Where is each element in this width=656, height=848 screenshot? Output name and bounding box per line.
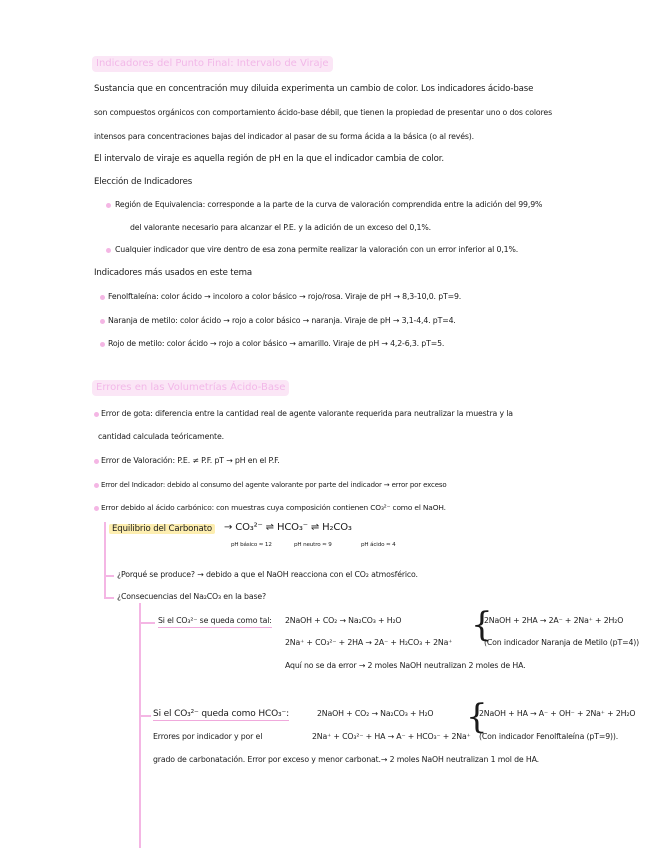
intro-line-3: intensos para concentraciones bajas del indicador al pasar de su forma ácida a la básica (o al revés). xyxy=(94,132,474,141)
intro-line-2: son compuestos orgánicos con comportamiento ácido-base débil, que tienen la propiedad de presentar uno o dos colores xyxy=(94,108,552,117)
cualquier-indicador: Cualquier indicador que vire dentro de esa zona permite realizar la valoración con un error inferior al 0,1%. xyxy=(115,245,519,254)
tree-line xyxy=(139,603,141,848)
bullet-dot xyxy=(106,248,111,253)
porque-question: ¿Porqué se produce? → debido a que el NaOH reacciona con el CO₂ atmosférico. xyxy=(117,570,418,579)
equilibrio-label xyxy=(109,523,215,535)
bullet-dot xyxy=(94,506,99,511)
case1-right1: 2NaOH + 2HA → 2A⁻ + 2Na⁺ + 2H₂O xyxy=(484,616,624,625)
case1-note: Aquí no se da error → 2 moles NaOH neutralizan 2 moles de HA. xyxy=(285,661,526,670)
bullet-dot xyxy=(94,459,99,464)
gota-line-1: Error de gota: diferencia entre la cantidad real de agente valorante requerida para neutralizar la muestra y la xyxy=(101,409,513,418)
case1-right2: (Con indicador Naranja de Metilo (pT=4)) xyxy=(484,638,640,647)
bullet-dot xyxy=(100,342,105,347)
rojo-item: Rojo de metilo: color ácido → rojo a color básico → amarillo. Viraje de pH → 4,2-6,3. pT=5. xyxy=(108,339,445,348)
tree-branch xyxy=(104,597,114,599)
error-valoracion: Error de Valoración: P.E. ≠ P.F. pT → pH en el P.F. xyxy=(101,456,280,465)
intro-line-1: Sustancia que en concentración muy diluida experimenta un cambio de color. Los indicadores ácido-base xyxy=(94,84,534,94)
ph-basico: pH básico ≈ 12 xyxy=(231,542,272,548)
gota-line-2: cantidad calculada teóricamente. xyxy=(98,432,224,441)
fenolftaleina-item: Fenolftaleína: color ácido → incoloro a color básico → rojo/rosa. Viraje de pH → 8,3-10,0. pT=9. xyxy=(108,292,462,301)
ph-neutro: pH neutro ≈ 9 xyxy=(294,542,332,548)
case2-right1: 2NaOH + HA → A⁻ + OH⁻ + 2Na⁺ + 2H₂O xyxy=(479,709,636,718)
region-line-2: del valorante necesario para alcanzar el P.E. y la adición de un exceso del 0,1%. xyxy=(130,223,431,232)
tree-branch xyxy=(104,575,114,577)
case1-eq1: 2NaOH + CO₂ → Na₂CO₃ + H₂O xyxy=(285,616,402,625)
naranja-item: Naranja de metilo: color ácido → rojo a color básico → naranja. Viraje de pH → 3,1-4,4. pT=4. xyxy=(108,316,456,325)
region-line-1: Región de Equivalencia: corresponde a la parte de la curva de valoración comprendida entre la adición del 99,9% xyxy=(115,200,543,209)
bullet-dot xyxy=(100,319,105,324)
error-carbonico: Error debido al ácido carbónico: con muestras cuya composición contienen CO₃²⁻ como el NaOH. xyxy=(101,503,446,512)
intervalo-definition: El intervalo de viraje es aquella región de pH en la que el indicador cambia de color. xyxy=(94,154,444,164)
tree-branch xyxy=(139,715,151,717)
bullet-dot xyxy=(94,412,99,417)
brace: { xyxy=(466,697,488,737)
case1-eq2: 2Na⁺ + CO₃²⁻ + 2HA → 2A⁻ + H₂CO₃ + 2Na⁺ xyxy=(285,638,453,647)
error-indicador: Error del Indicador: debido al consumo del agente valorante por parte del indicador → error por exceso xyxy=(101,481,447,489)
ph-acido: pH ácido ≈ 4 xyxy=(361,542,396,548)
section1-title: Indicadores del Punto Final: Intervalo de Viraje xyxy=(92,56,333,72)
bullet-dot xyxy=(106,203,111,208)
equilibrio-equation: → CO₃²⁻ ⇌ HCO₃⁻ ⇌ H₂CO₃ xyxy=(224,522,352,533)
case1-label: Si el CO₃²⁻ se queda como tal: xyxy=(158,615,272,628)
case2-note-2: grado de carbonatación. Error por exceso y menor carbonat.→ 2 moles NaOH neutralizan 1 mol de HA. xyxy=(153,755,539,764)
case2-eq2: 2Na⁺ + CO₃²⁻ + HA → A⁻ + HCO₃⁻ + 2Na⁺ xyxy=(312,732,471,741)
bullet-dot xyxy=(100,295,105,300)
mas-usados-heading: Indicadores más usados en este tema xyxy=(94,268,252,278)
tree-line xyxy=(104,522,106,598)
case2-right2: (Con indicador Fenolftaleína (pT=9)). xyxy=(479,732,619,741)
case2-note-1: Errores por indicador y por el xyxy=(153,732,263,741)
consecuencias-question: ¿Consecuencias del Na₂CO₃ en la base? xyxy=(117,592,267,601)
case2-label: Si el CO₃²⁻ queda como HCO₃⁻: xyxy=(153,709,289,719)
case2-eq1: 2NaOH + CO₂ → Na₂CO₃ + H₂O xyxy=(317,709,434,718)
section2-title: Errores en las Volumetrías Ácido-Base xyxy=(92,380,289,396)
equilibrio-highlight: Equilibrio del Carbonato xyxy=(109,524,215,534)
tree-branch xyxy=(139,622,155,624)
brace: { xyxy=(471,605,493,645)
eleccion-heading: Elección de Indicadores xyxy=(94,177,193,187)
bullet-dot xyxy=(94,483,99,488)
